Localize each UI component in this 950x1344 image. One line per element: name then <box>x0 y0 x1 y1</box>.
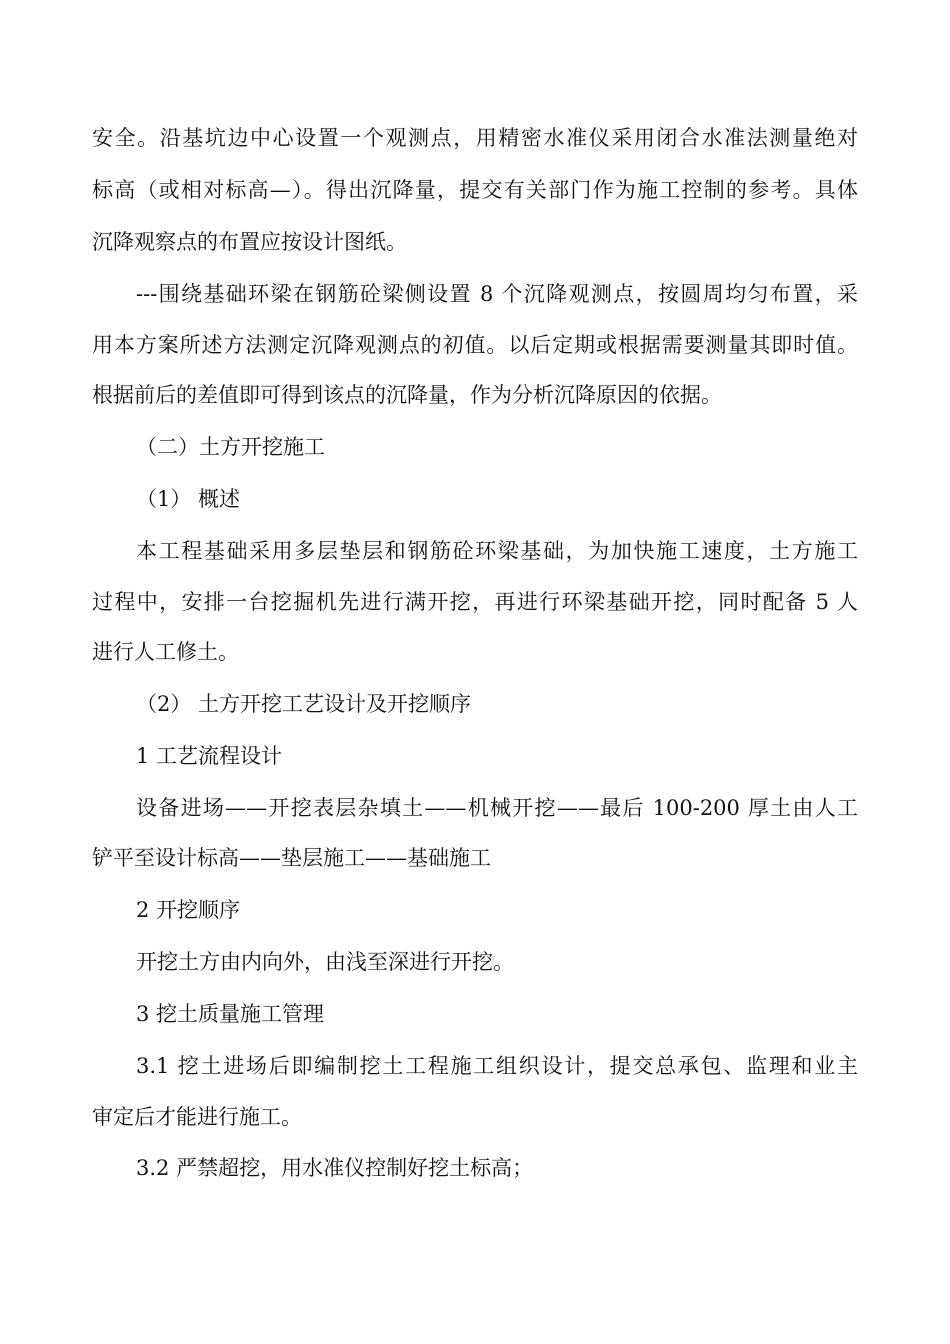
section-heading-earthwork: （二）土方开挖施工 <box>136 435 325 459</box>
text-line-2: 标高（或相对标高—）。得出沉降量，提交有关部门作为施工控制的参考。具体 <box>92 178 858 202</box>
text-line-15: 铲平至设计标高——垫层施工——基础施工 <box>92 846 491 870</box>
text-line-17: 开挖土方由内向外，由浅至深进行开挖。 <box>136 950 514 974</box>
text-line-1: 安全。沿基坑边中心设置一个观测点，用精密水准仪采用闭合水准法测量绝对 <box>92 126 858 150</box>
item-heading-2: 2 开挖顺序 <box>136 898 241 922</box>
item-heading-3: 3 挖土质量施工管理 <box>136 1002 325 1026</box>
text-line-10: 过程中，安排一台挖掘机先进行满开挖，再进行环梁基础开挖，同时配备 5 人 <box>92 590 858 614</box>
text-line-19: 3.1 挖土进场后即编制挖土工程施工组织设计，提交总承包、监理和业主 <box>136 1054 858 1078</box>
text-line-6: 根据前后的差值即可得到该点的沉降量，作为分析沉降原因的依据。 <box>92 383 722 407</box>
text-line-9: 本工程基础采用多层垫层和钢筋砼环梁基础，为加快施工速度，土方施工 <box>136 539 858 563</box>
text-line-3: 沉降观察点的布置应按设计图纸。 <box>92 230 407 254</box>
text-line-21: 3.2 严禁超挖，用水准仪控制好挖土标高； <box>136 1156 534 1180</box>
subheading-overview: （1） 概述 <box>136 487 241 511</box>
text-line-20: 审定后才能进行施工。 <box>92 1105 302 1129</box>
subheading-process-design: （2） 土方开挖工艺设计及开挖顺序 <box>136 692 472 716</box>
text-line-4: ---围绕基础环梁在钢筋砼梁侧设置 8 个沉降观测点，按圆周均匀布置，采 <box>136 282 858 306</box>
text-line-11: 进行人工修土。 <box>92 640 239 664</box>
item-heading-1: 1 工艺流程设计 <box>136 744 283 768</box>
text-line-14: 设备进场——开挖表层杂填土——机械开挖——最后 100-200 厚土由人工 <box>136 796 858 820</box>
text-line-5: 用本方案所述方法测定沉降观测点的初值。以后定期或根据需要测量其即时值。 <box>92 333 858 357</box>
